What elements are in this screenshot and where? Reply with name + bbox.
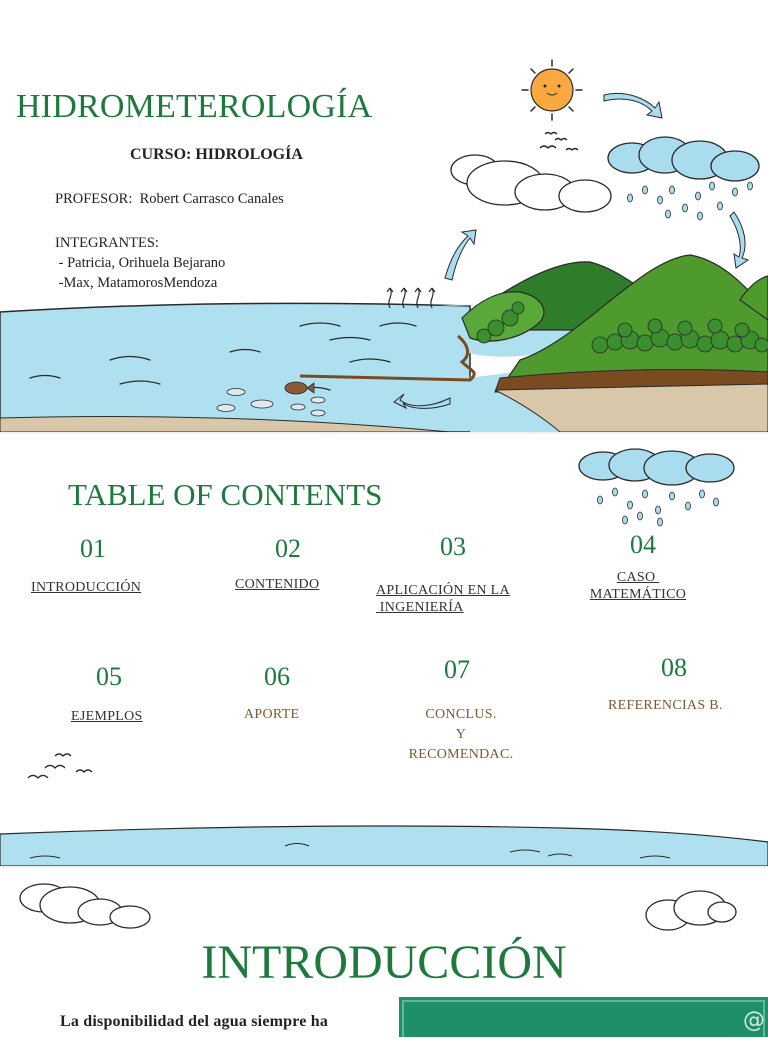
toc-link-aporte[interactable]: APORTE (244, 707, 300, 722)
toc-label-line: Y (455, 727, 467, 742)
toc-link-introduccion[interactable]: INTRODUCCIÓN (31, 580, 142, 595)
member-item: -Max, MatamorosMendoza (55, 275, 218, 291)
svg-text:@: @ (743, 1008, 765, 1033)
image-placeholder-icon (399, 997, 768, 1037)
intro-image (399, 997, 768, 1037)
toc-label-line: CONCLUS. (425, 707, 497, 722)
arrow-icon (730, 212, 748, 268)
professor-label: PROFESOR: (55, 191, 133, 207)
intro-paragraph: La disponibilidad del agua siempre ha (60, 1013, 329, 1030)
toc-link-ejemplos[interactable]: EJEMPLOS (71, 709, 143, 724)
toc-number: 08 (661, 653, 687, 682)
professor-name: Robert Carrasco Canales (139, 191, 284, 207)
toc-link-contenido[interactable]: CONTENIDO (235, 577, 320, 592)
cloud-icon (20, 884, 150, 928)
arrow-icon (445, 230, 476, 280)
members-label: INTEGRANTES: (55, 235, 159, 251)
toc-number: 01 (80, 534, 106, 563)
sun-icon (522, 60, 582, 120)
rain-cloud-icon (579, 449, 734, 526)
slide-divider (0, 866, 768, 868)
toc-link-conclusiones[interactable] (398, 705, 524, 765)
toc-title: TABLE OF CONTENTS (68, 477, 383, 512)
member-item: - Patricia, Orihuela Bejarano (55, 255, 226, 271)
slide-divider (0, 432, 768, 434)
toc-label-line: APLICACIÓN EN LA (376, 583, 510, 598)
toc-label-line: MATEMÁTICO (589, 587, 687, 602)
toc-link-referencias[interactable]: REFERENCIAS B. (608, 698, 723, 713)
toc-link-caso-matematico[interactable] (582, 569, 694, 603)
bird-icon (540, 133, 578, 151)
toc-link-aplicacion[interactable] (376, 582, 510, 616)
course-label: CURSO: HIDROLOGÍA (130, 146, 303, 163)
toc-label-line: RECOMENDAC. (408, 747, 514, 762)
cloud-icon (646, 891, 736, 930)
cloud-icon (451, 155, 611, 212)
intro-title: INTRODUCCIÓN (201, 936, 567, 989)
arrow-icon (604, 93, 662, 118)
water-cycle-illustration (0, 0, 768, 432)
presentation-title: HIDROMETEROLOGÍA (16, 88, 373, 125)
toc-number: 02 (275, 534, 301, 563)
toc-number: 06 (264, 662, 290, 691)
members-block (55, 233, 225, 293)
toc-label-line: CASO (616, 570, 660, 585)
toc-number: 05 (96, 662, 122, 691)
toc-number: 04 (630, 530, 656, 559)
rain-cloud-icon (608, 137, 759, 220)
toc-label-line: INGENIERÍA (376, 600, 464, 615)
professor-line (55, 191, 284, 208)
bird-icon (28, 754, 92, 778)
sea-band (0, 826, 768, 866)
toc-number: 07 (444, 655, 470, 684)
toc-number: 03 (440, 532, 466, 561)
